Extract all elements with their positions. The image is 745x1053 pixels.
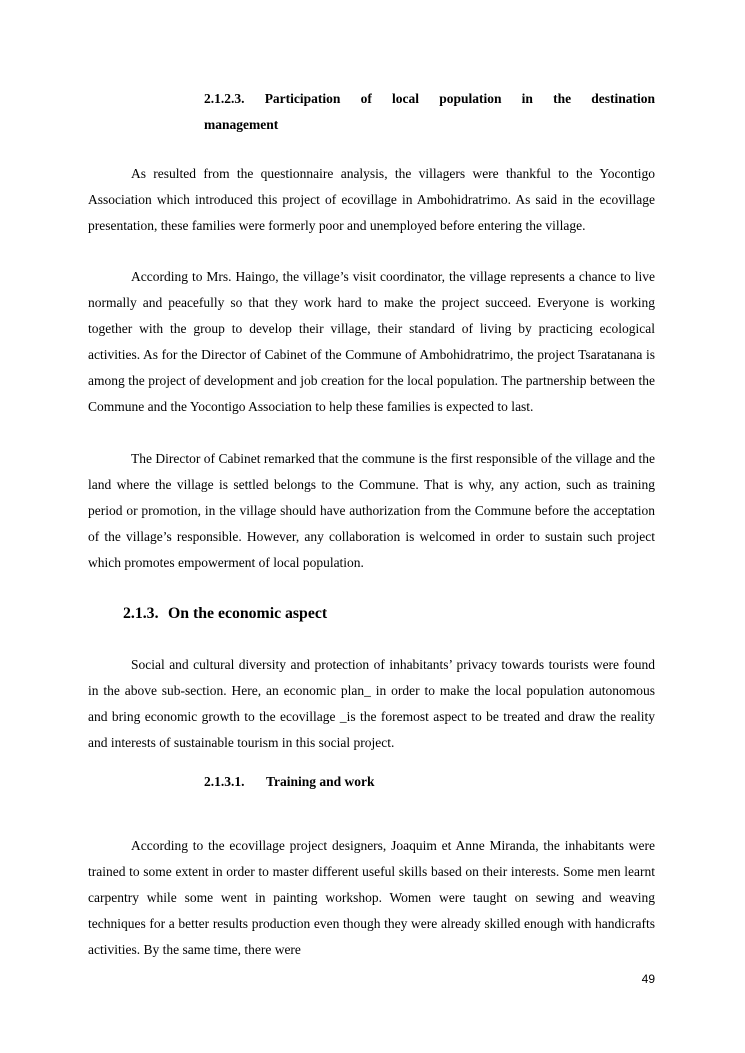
- paragraph: Social and cultural diversity and protection of inhabitants’ privacy towards tourists were found in the above sub-section. Here, an economic plan_ in order to make the local population autonomous and bring economic growth to the ecovillage _is the foremost aspect to be treated and draw the reality and interests of sustainable tourism in this social project.: [88, 657, 655, 750]
- section-title: Training and work: [266, 774, 375, 789]
- section-number: 2.1.3.1.: [204, 774, 245, 789]
- paragraph: As resulted from the questionnaire analysis, the villagers were thankful to the Yocontigo Association which introduced this project of ecovillage in Ambohidratrimo. As said in the ecovillage presentation, these families were formerly poor and unemployed before entering the village.: [88, 166, 655, 233]
- section-heading-2-1-3-1: [204, 771, 375, 793]
- section-number: 2.1.3.: [123, 605, 159, 622]
- section-number: 2.1.2.3.: [204, 91, 245, 106]
- paragraph: The Director of Cabinet remarked that the commune is the first responsible of the village and the land where the village is settled belongs to the Commune. That is why, any action, such as training period or promotion, in the village should have authorization from the Commune before the acceptation of the village’s responsible. However, any collaboration is welcomed in order to sustain such project which promotes empowerment of local population.: [88, 451, 655, 570]
- section-heading-2-1-3: [123, 603, 327, 625]
- section-title: On the economic aspect: [168, 605, 328, 622]
- section-title-line1: Participation of local population in the destination: [264, 91, 656, 106]
- page-number: 49: [641, 972, 655, 986]
- section-title-line2: management: [204, 117, 279, 132]
- section-heading-2-1-2-3: [204, 86, 655, 138]
- paragraph: According to the ecovillage project designers, Joaquim et Anne Miranda, the inhabitants were trained to some extent in order to master different useful skills based on their interests. Some men learnt carpentry while some went in painting workshop. Women were taught on sewing and weaving techniques for a better results production even though they were already skilled enough with handicrafts activities. By the same time, there were: [88, 838, 655, 957]
- paragraph: According to Mrs. Haingo, the village’s visit coordinator, the village represents a chance to live normally and peacefully so that they work hard to make the project succeed. Everyone is working together with the group to develop their village, their standard of living by practicing ecological activities. As for the Director of Cabinet of the Commune of Ambohidratrimo, the project Tsaratanana is among the project of development and job creation for the local population. The partnership between the Commune and the Yocontigo Association to help these families is expected to last.: [88, 269, 655, 414]
